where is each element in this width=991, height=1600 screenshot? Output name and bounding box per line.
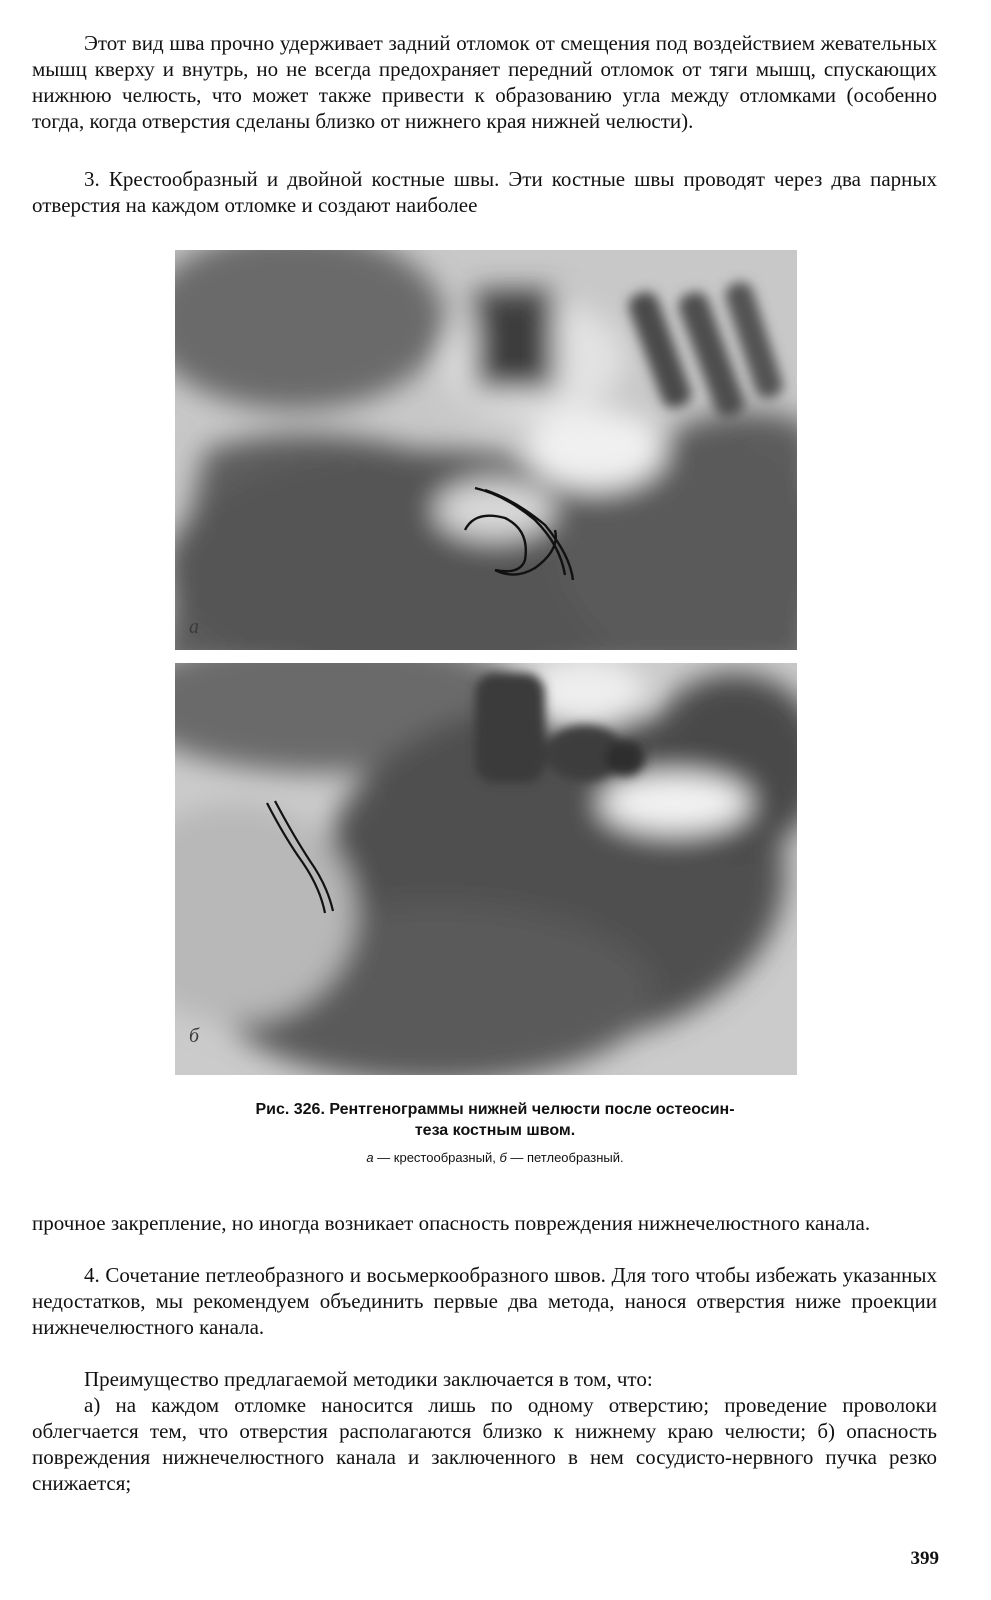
paragraph-advantage-list: а) на каждом отломке наносится лишь по одному отверстию; проведение проволоки облегчается тем, что отверстия располагаются близко к нижнему краю челюсти; б) опасность повреждения нижнечелюстного канала и заключенного в нем сосудисто-нервного пучка резко снижается; [32, 1393, 937, 1495]
xray-figure-b [175, 663, 797, 1075]
figure-label-b: б [189, 1025, 200, 1047]
legend-letter-b: б [499, 1150, 507, 1165]
xray-image-b [175, 663, 797, 1075]
paragraph-continuation: прочное закрепление, но иногда возникает опасность повреждения нижнечелюстного канала. [32, 1211, 871, 1235]
caption-title-line2: теза костным швом. [414, 1122, 576, 1139]
paragraph-advantage: Преимущество предлагаемой методики заключается в том, что: [84, 1367, 653, 1391]
paragraph-item-3: 3. Крестообразный и двойной костные швы. Эти костные швы проводят через два парных отверстия на каждом отломке и создают наиболее [32, 167, 937, 217]
figure-label-a: а [189, 616, 199, 638]
caption-legend [100, 1149, 890, 1167]
paragraph-item-4: 4. Сочетание петлеобразного и восьмеркообразного швов. Для того чтобы избежать указанных недостатков, мы рекомендуем объединить первые два метода, нанося отверстия ниже проекции нижнечелюстного канала. [32, 1263, 937, 1339]
page-number: 399 [910, 1548, 939, 1569]
legend-letter-a: а [366, 1150, 374, 1165]
xray-figure-a [175, 250, 797, 650]
caption-title-line1: Рис. 326. Рентгенограммы нижней челюсти после остеосин- [255, 1101, 735, 1118]
paragraph-intro: Этот вид шва прочно удерживает задний отломок от смещения под воздействием жевательных мышц кверху и внутрь, но не всегда предохраняет передний отломок от тяги мышц, спускающих нижнюю челюсть, что может также привести к образованию угла между отломками (особенно тогда, когда отверстия сделаны близко от нижнего края нижней челюсти). [32, 31, 937, 133]
legend-text-b: — петлеобразный. [506, 1150, 624, 1165]
figure-caption [100, 1099, 890, 1167]
xray-image-a [175, 250, 797, 650]
legend-text-a: — крестообразный, [373, 1150, 500, 1165]
